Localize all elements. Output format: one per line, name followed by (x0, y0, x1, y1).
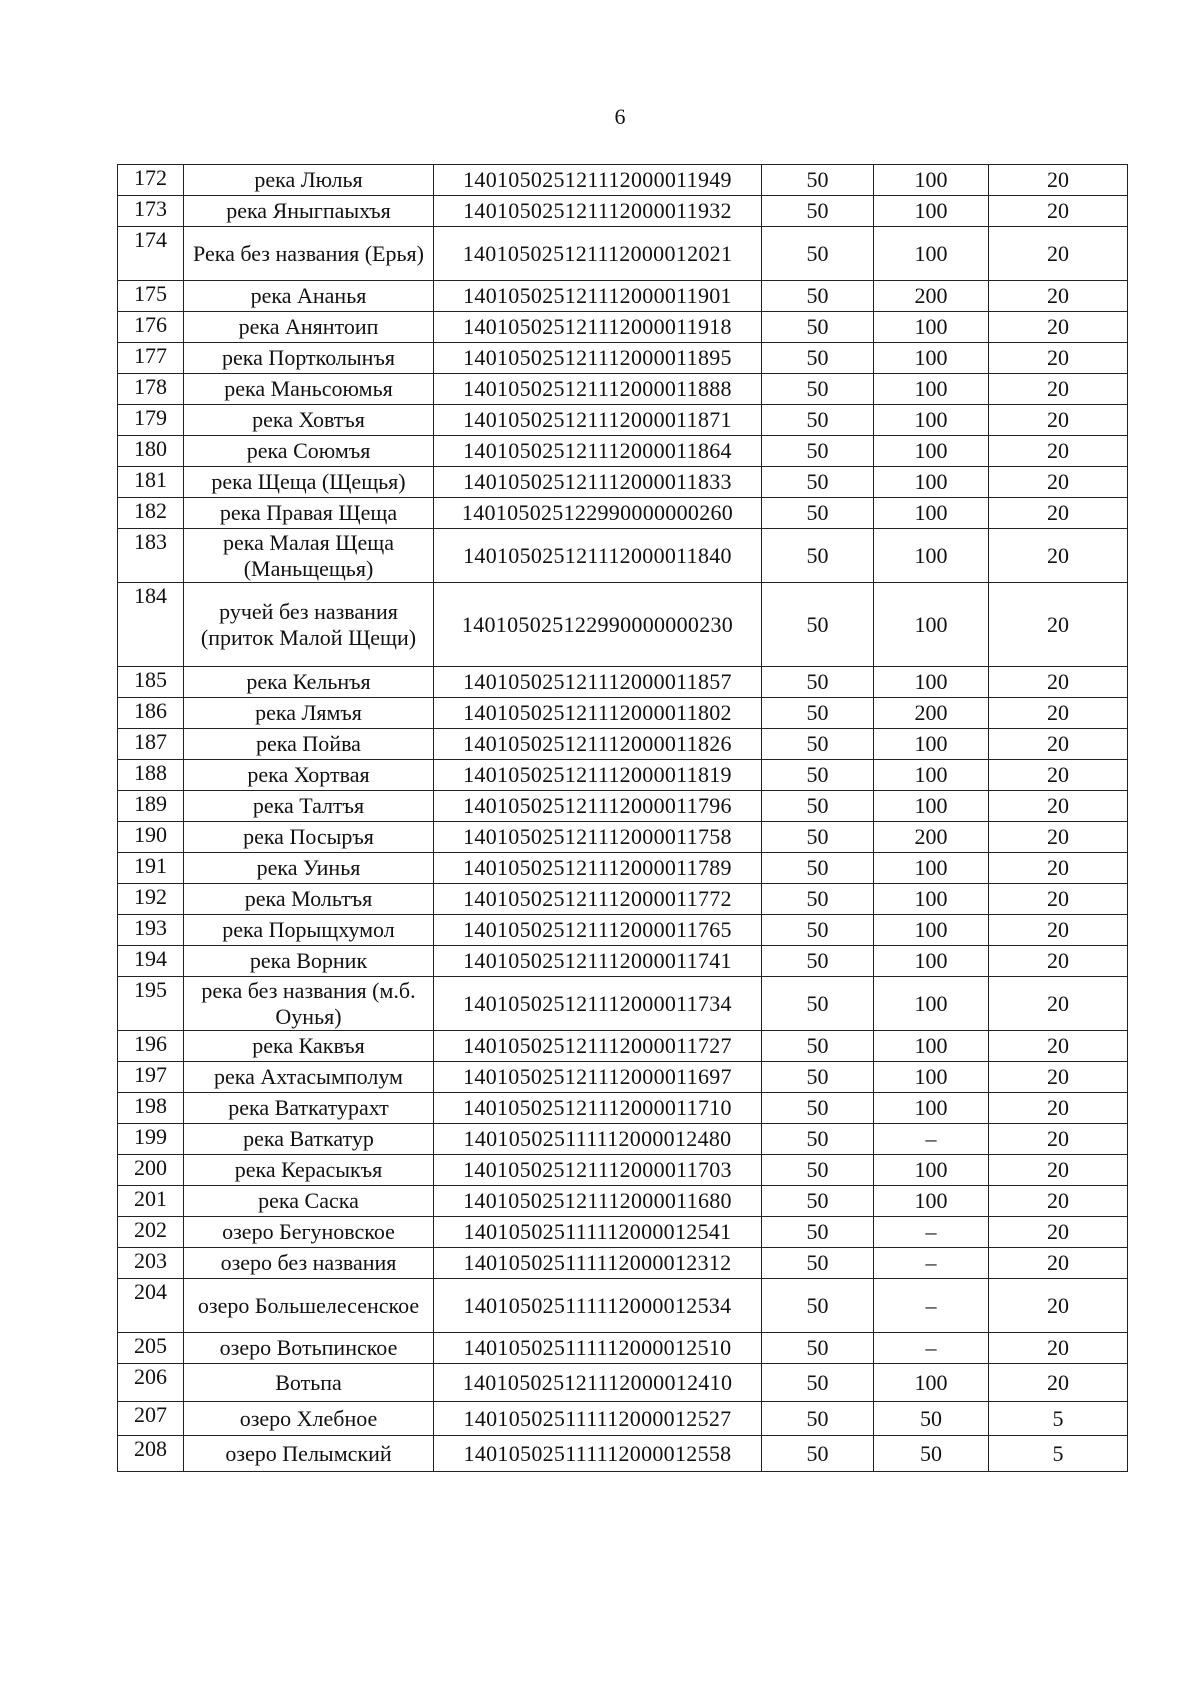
value-col-4: 50 (762, 227, 874, 281)
value-col-5: 50 (874, 1436, 989, 1472)
row-number: 186 (118, 698, 184, 729)
value-col-6: 20 (989, 698, 1128, 729)
value-col-4: 50 (762, 1436, 874, 1472)
value-col-5: 100 (874, 374, 989, 405)
registry-code: 140105025121112000011840 (434, 529, 762, 583)
row-number: 176 (118, 312, 184, 343)
value-col-6: 20 (989, 667, 1128, 698)
value-col-4: 50 (762, 436, 874, 467)
value-col-6: 20 (989, 583, 1128, 667)
value-col-4: 50 (762, 667, 874, 698)
row-number: 198 (118, 1093, 184, 1124)
registry-code: 140105025122990000000230 (434, 583, 762, 667)
table-row (118, 374, 1128, 405)
registry-code: 140105025111112000012312 (434, 1248, 762, 1279)
value-col-5: 100 (874, 915, 989, 946)
value-col-5: 100 (874, 165, 989, 196)
registry-code: 140105025121112000011871 (434, 405, 762, 436)
row-number: 188 (118, 760, 184, 791)
value-col-4: 50 (762, 343, 874, 374)
water-body-name: река Щеща (Щещья) (184, 467, 434, 498)
registry-code: 140105025121112000011864 (434, 436, 762, 467)
value-col-4: 50 (762, 196, 874, 227)
table-row (118, 196, 1128, 227)
value-col-4: 50 (762, 915, 874, 946)
value-col-5: 50 (874, 1402, 989, 1436)
water-body-name: река Анянтоип (184, 312, 434, 343)
table-row (118, 312, 1128, 343)
value-col-6: 20 (989, 1155, 1128, 1186)
value-col-5: 100 (874, 729, 989, 760)
value-col-6: 5 (989, 1436, 1128, 1472)
registry-code: 140105025121112000011741 (434, 946, 762, 977)
value-col-6: 20 (989, 1248, 1128, 1279)
row-number: 205 (118, 1333, 184, 1364)
registry-code: 140105025121112000011826 (434, 729, 762, 760)
table-row (118, 1364, 1128, 1402)
value-col-6: 5 (989, 1402, 1128, 1436)
row-number: 179 (118, 405, 184, 436)
table-row (118, 529, 1128, 583)
table-row (118, 884, 1128, 915)
value-col-6: 20 (989, 915, 1128, 946)
value-col-5: 100 (874, 498, 989, 529)
value-col-4: 50 (762, 1279, 874, 1333)
value-col-5: 100 (874, 791, 989, 822)
value-col-5: 100 (874, 760, 989, 791)
value-col-5: 100 (874, 227, 989, 281)
water-body-name: река Ховтъя (184, 405, 434, 436)
registry-code: 140105025111112000012510 (434, 1333, 762, 1364)
water-body-name: река Союмъя (184, 436, 434, 467)
water-body-name: река Каквъя (184, 1031, 434, 1062)
water-body-name: Вотьпа (184, 1364, 434, 1402)
value-col-6: 20 (989, 1217, 1128, 1248)
water-body-name: река Пойва (184, 729, 434, 760)
page-number: 6 (614, 104, 626, 129)
row-number: 203 (118, 1248, 184, 1279)
water-body-name: река Мольтъя (184, 884, 434, 915)
value-col-5: 100 (874, 667, 989, 698)
value-col-6: 20 (989, 760, 1128, 791)
water-body-name: река Яныгпаыхъя (184, 196, 434, 227)
water-body-name: река Керасыкъя (184, 1155, 434, 1186)
value-col-4: 50 (762, 1186, 874, 1217)
value-col-5: 200 (874, 281, 989, 312)
water-body-name: ручей без названия (приток Малой Щещи) (184, 583, 434, 667)
registry-code: 140105025121112000012021 (434, 227, 762, 281)
table-row (118, 822, 1128, 853)
table-row (118, 405, 1128, 436)
registry-code: 140105025111112000012480 (434, 1124, 762, 1155)
water-body-name: озеро Хлебное (184, 1402, 434, 1436)
row-number: 208 (118, 1436, 184, 1472)
value-col-4: 50 (762, 729, 874, 760)
registry-code: 140105025121112000011680 (434, 1186, 762, 1217)
row-number: 181 (118, 467, 184, 498)
value-col-4: 50 (762, 1124, 874, 1155)
row-number: 180 (118, 436, 184, 467)
row-number: 204 (118, 1279, 184, 1333)
table-row (118, 498, 1128, 529)
row-number: 184 (118, 583, 184, 667)
value-col-4: 50 (762, 946, 874, 977)
value-col-4: 50 (762, 1217, 874, 1248)
table-row (118, 467, 1128, 498)
table-row (118, 1062, 1128, 1093)
row-number: 174 (118, 227, 184, 281)
registry-code: 140105025121112000011710 (434, 1093, 762, 1124)
water-body-name: река Талтъя (184, 791, 434, 822)
registry-code: 140105025121112000011949 (434, 165, 762, 196)
value-col-4: 50 (762, 498, 874, 529)
table-row (118, 667, 1128, 698)
value-col-6: 20 (989, 529, 1128, 583)
table-row (118, 698, 1128, 729)
registry-code: 140105025111112000012541 (434, 1217, 762, 1248)
row-number: 173 (118, 196, 184, 227)
value-col-4: 50 (762, 467, 874, 498)
registry-code: 140105025121112000011703 (434, 1155, 762, 1186)
value-col-5: 100 (874, 405, 989, 436)
row-number: 172 (118, 165, 184, 196)
water-body-name: река без названия (м.б. Оунья) (184, 977, 434, 1031)
row-number: 191 (118, 853, 184, 884)
table-row (118, 1031, 1128, 1062)
value-col-5: 100 (874, 196, 989, 227)
water-body-name: река Маньсоюмья (184, 374, 434, 405)
value-col-6: 20 (989, 791, 1128, 822)
table-row (118, 227, 1128, 281)
value-col-4: 50 (762, 791, 874, 822)
row-number: 185 (118, 667, 184, 698)
registry-code: 140105025121112000011758 (434, 822, 762, 853)
value-col-5: – (874, 1248, 989, 1279)
value-col-6: 20 (989, 281, 1128, 312)
row-number: 189 (118, 791, 184, 822)
value-col-6: 20 (989, 1364, 1128, 1402)
row-number: 197 (118, 1062, 184, 1093)
water-body-name: река Уинья (184, 853, 434, 884)
table-row (118, 1186, 1128, 1217)
value-col-4: 50 (762, 1155, 874, 1186)
registry-code: 140105025121112000011901 (434, 281, 762, 312)
value-col-5: 100 (874, 1155, 989, 1186)
row-number: 182 (118, 498, 184, 529)
value-col-5: 100 (874, 436, 989, 467)
water-body-name: река Ананья (184, 281, 434, 312)
water-body-name: река Ваткатурахт (184, 1093, 434, 1124)
row-number: 175 (118, 281, 184, 312)
value-col-6: 20 (989, 498, 1128, 529)
row-number: 178 (118, 374, 184, 405)
value-col-4: 50 (762, 1093, 874, 1124)
value-col-5: 200 (874, 822, 989, 853)
table-row (118, 436, 1128, 467)
water-body-name: озеро Бегуновское (184, 1217, 434, 1248)
value-col-5: 100 (874, 1093, 989, 1124)
value-col-4: 50 (762, 583, 874, 667)
value-col-6: 20 (989, 467, 1128, 498)
table-row (118, 1124, 1128, 1155)
value-col-6: 20 (989, 1279, 1128, 1333)
table-row (118, 1436, 1128, 1472)
water-body-name: река Лямъя (184, 698, 434, 729)
registry-code: 140105025111112000012558 (434, 1436, 762, 1472)
registry-code: 140105025121112000011932 (434, 196, 762, 227)
table-row (118, 729, 1128, 760)
value-col-4: 50 (762, 1062, 874, 1093)
table-row (118, 1217, 1128, 1248)
value-col-4: 50 (762, 529, 874, 583)
value-col-6: 20 (989, 374, 1128, 405)
table-row (118, 165, 1128, 196)
value-col-5: 100 (874, 312, 989, 343)
value-col-4: 50 (762, 853, 874, 884)
water-body-name: река Правая Щеща (184, 498, 434, 529)
value-col-4: 50 (762, 281, 874, 312)
value-col-5: 100 (874, 946, 989, 977)
row-number: 177 (118, 343, 184, 374)
value-col-5: 100 (874, 1031, 989, 1062)
value-col-5: – (874, 1124, 989, 1155)
table-row (118, 977, 1128, 1031)
table-row (118, 343, 1128, 374)
water-body-name: озеро Пелымский (184, 1436, 434, 1472)
value-col-6: 20 (989, 1186, 1128, 1217)
value-col-6: 20 (989, 1062, 1128, 1093)
value-col-5: 100 (874, 1186, 989, 1217)
row-number: 194 (118, 946, 184, 977)
row-number: 192 (118, 884, 184, 915)
water-bodies-table (117, 164, 1128, 1472)
water-body-name: река Портколынъя (184, 343, 434, 374)
water-body-name: река Ахтасымполум (184, 1062, 434, 1093)
registry-code: 140105025121112000011789 (434, 853, 762, 884)
value-col-4: 50 (762, 165, 874, 196)
row-number: 199 (118, 1124, 184, 1155)
water-body-name: Река без названия (Ерья) (184, 227, 434, 281)
value-col-6: 20 (989, 405, 1128, 436)
registry-code: 140105025121112000011802 (434, 698, 762, 729)
registry-code: 140105025121112000011772 (434, 884, 762, 915)
value-col-4: 50 (762, 760, 874, 791)
table-row (118, 1333, 1128, 1364)
value-col-4: 50 (762, 698, 874, 729)
table-row (118, 791, 1128, 822)
value-col-4: 50 (762, 1364, 874, 1402)
value-col-5: – (874, 1279, 989, 1333)
value-col-5: 100 (874, 853, 989, 884)
table-row (118, 915, 1128, 946)
table-row (118, 946, 1128, 977)
water-body-name: река Саска (184, 1186, 434, 1217)
water-body-name: озеро Большелесенское (184, 1279, 434, 1333)
table-row (118, 583, 1128, 667)
water-body-name: река Кельнъя (184, 667, 434, 698)
registry-code: 140105025121112000011819 (434, 760, 762, 791)
value-col-6: 20 (989, 436, 1128, 467)
value-col-6: 20 (989, 165, 1128, 196)
value-col-5: 100 (874, 884, 989, 915)
water-body-name: река Ворник (184, 946, 434, 977)
row-number: 201 (118, 1186, 184, 1217)
value-col-4: 50 (762, 1031, 874, 1062)
registry-code: 140105025121112000011918 (434, 312, 762, 343)
water-body-name: река Люлья (184, 165, 434, 196)
water-body-name: река Порыщхумол (184, 915, 434, 946)
registry-code: 140105025121112000011697 (434, 1062, 762, 1093)
value-col-6: 20 (989, 853, 1128, 884)
value-col-4: 50 (762, 977, 874, 1031)
row-number: 187 (118, 729, 184, 760)
table-row (118, 853, 1128, 884)
value-col-6: 20 (989, 1093, 1128, 1124)
value-col-5: – (874, 1217, 989, 1248)
value-col-6: 20 (989, 946, 1128, 977)
value-col-6: 20 (989, 1031, 1128, 1062)
registry-code: 140105025121112000011734 (434, 977, 762, 1031)
water-body-name: река Посыръя (184, 822, 434, 853)
registry-code: 140105025111112000012534 (434, 1279, 762, 1333)
value-col-6: 20 (989, 196, 1128, 227)
value-col-5: 100 (874, 1364, 989, 1402)
value-col-4: 50 (762, 884, 874, 915)
row-number: 202 (118, 1217, 184, 1248)
value-col-5: – (874, 1333, 989, 1364)
value-col-6: 20 (989, 1124, 1128, 1155)
value-col-6: 20 (989, 977, 1128, 1031)
value-col-4: 50 (762, 822, 874, 853)
value-col-4: 50 (762, 1333, 874, 1364)
value-col-6: 20 (989, 343, 1128, 374)
value-col-6: 20 (989, 729, 1128, 760)
water-body-name: озеро без названия (184, 1248, 434, 1279)
table-row (118, 1402, 1128, 1436)
row-number: 200 (118, 1155, 184, 1186)
value-col-6: 20 (989, 1333, 1128, 1364)
row-number: 183 (118, 529, 184, 583)
value-col-6: 20 (989, 884, 1128, 915)
value-col-6: 20 (989, 312, 1128, 343)
water-body-name: озеро Вотьпинское (184, 1333, 434, 1364)
water-body-name: река Ваткатур (184, 1124, 434, 1155)
value-col-6: 20 (989, 227, 1128, 281)
row-number: 206 (118, 1364, 184, 1402)
value-col-4: 50 (762, 312, 874, 343)
value-col-4: 50 (762, 374, 874, 405)
value-col-5: 100 (874, 343, 989, 374)
registry-code: 140105025121112000011796 (434, 791, 762, 822)
water-body-name: река Малая Щеща (Маньщещья) (184, 529, 434, 583)
value-col-4: 50 (762, 1248, 874, 1279)
value-col-6: 20 (989, 822, 1128, 853)
row-number: 196 (118, 1031, 184, 1062)
table-row (118, 281, 1128, 312)
value-col-4: 50 (762, 1402, 874, 1436)
table-body (118, 165, 1128, 1472)
value-col-5: 200 (874, 698, 989, 729)
table-row (118, 1093, 1128, 1124)
row-number: 190 (118, 822, 184, 853)
registry-code: 140105025121112000011895 (434, 343, 762, 374)
registry-code: 140105025121112000011888 (434, 374, 762, 405)
value-col-5: 100 (874, 1062, 989, 1093)
value-col-4: 50 (762, 405, 874, 436)
row-number: 193 (118, 915, 184, 946)
value-col-5: 100 (874, 583, 989, 667)
table-row (118, 760, 1128, 791)
water-body-name: река Хортвая (184, 760, 434, 791)
value-col-5: 100 (874, 977, 989, 1031)
registry-code: 140105025121112000011727 (434, 1031, 762, 1062)
registry-code: 140105025111112000012527 (434, 1402, 762, 1436)
row-number: 195 (118, 977, 184, 1031)
table-row (118, 1248, 1128, 1279)
registry-code: 140105025121112000011833 (434, 467, 762, 498)
table-row (118, 1155, 1128, 1186)
table-row (118, 1279, 1128, 1333)
value-col-5: 100 (874, 529, 989, 583)
registry-code: 140105025121112000011857 (434, 667, 762, 698)
registry-code: 140105025121112000011765 (434, 915, 762, 946)
registry-code: 140105025122990000000260 (434, 498, 762, 529)
value-col-5: 100 (874, 467, 989, 498)
row-number: 207 (118, 1402, 184, 1436)
registry-code: 140105025121112000012410 (434, 1364, 762, 1402)
